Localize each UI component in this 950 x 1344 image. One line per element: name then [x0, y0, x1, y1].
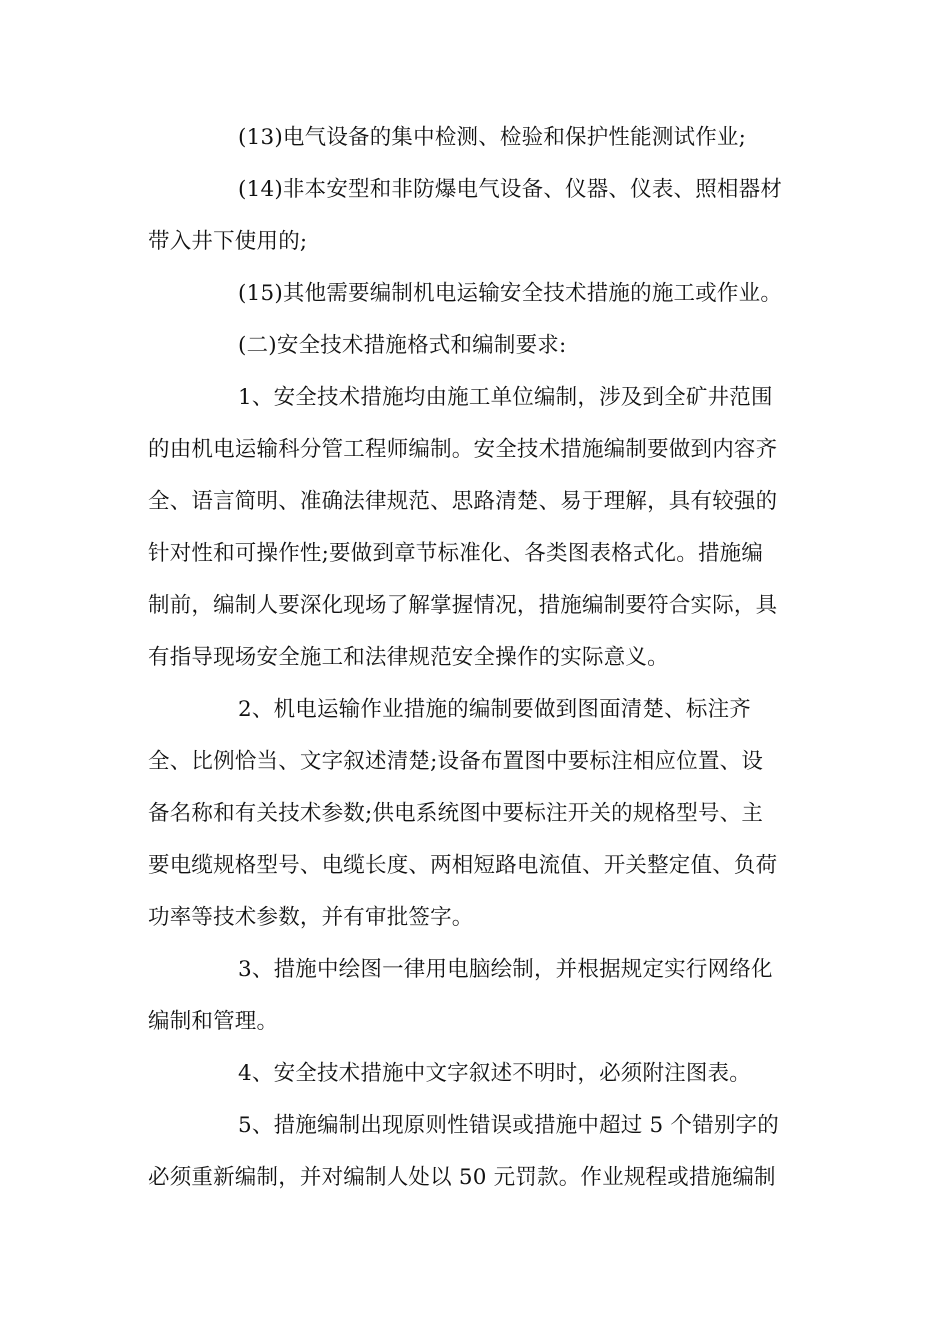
text-line-point-5-cont-1: 必须重新编制，并对编制人处以 50 元罚款。作业规程或措施编制: [148, 1165, 776, 1190]
text-line-point-2-cont-1: 全、比例恰当、文字叙述清楚;设备布置图中要标注相应位置、设: [148, 749, 764, 774]
text-line-item-15: (15)其他需要编制机电运输安全技术措施的施工或作业。: [238, 281, 783, 306]
text-line-point-2: 2、机电运输作业措施的编制要做到图面清楚、标注齐: [238, 697, 751, 722]
text-line-point-2-cont-4: 功率等技术参数，并有审批签字。: [148, 905, 474, 930]
text-line-item-14: (14)非本安型和非防爆电气设备、仪器、仪表、照相器材: [238, 177, 783, 202]
text-line-point-3-cont-1: 编制和管理。: [148, 1009, 279, 1034]
text-line-item-14-cont: 带入井下使用的;: [148, 229, 308, 254]
text-line-point-1: 1、安全技术措施均由施工单位编制，涉及到全矿井范围: [238, 385, 773, 410]
text-line-point-2-cont-2: 备名称和有关技术参数;供电系统图中要标注开关的规格型号、主: [148, 801, 764, 826]
text-line-item-13: (13)电气设备的集中检测、检验和保护性能测试作业;: [238, 125, 747, 150]
text-line-point-2-cont-3: 要电缆规格型号、电缆长度、两相短路电流值、开关整定值、负荷: [148, 853, 778, 878]
section-heading-format-requirements: (二)安全技术措施格式和编制要求:: [238, 333, 567, 358]
text-line-point-1-cont-5: 有指导现场安全施工和法律规范安全操作的实际意义。: [148, 645, 669, 670]
text-line-point-1-cont-2: 全、语言简明、准确法律规范、思路清楚、易于理解，具有较强的: [148, 489, 778, 514]
text-line-point-1-cont-3: 针对性和可操作性;要做到章节标准化、各类图表格式化。措施编: [148, 541, 764, 566]
text-line-point-1-cont-4: 制前，编制人要深化现场了解掌握情况，措施编制要符合实际，具: [148, 593, 778, 618]
text-line-point-4: 4、安全技术措施中文字叙述不明时，必须附注图表。: [238, 1061, 751, 1086]
text-line-point-1-cont-1: 的由机电运输科分管工程师编制。安全技术措施编制要做到内容齐: [148, 437, 778, 462]
text-line-point-3: 3、措施中绘图一律用电脑绘制，并根据规定实行网络化: [238, 957, 773, 982]
text-line-point-5: 5、措施编制出现原则性错误或措施中超过 5 个错别字的: [238, 1113, 779, 1138]
